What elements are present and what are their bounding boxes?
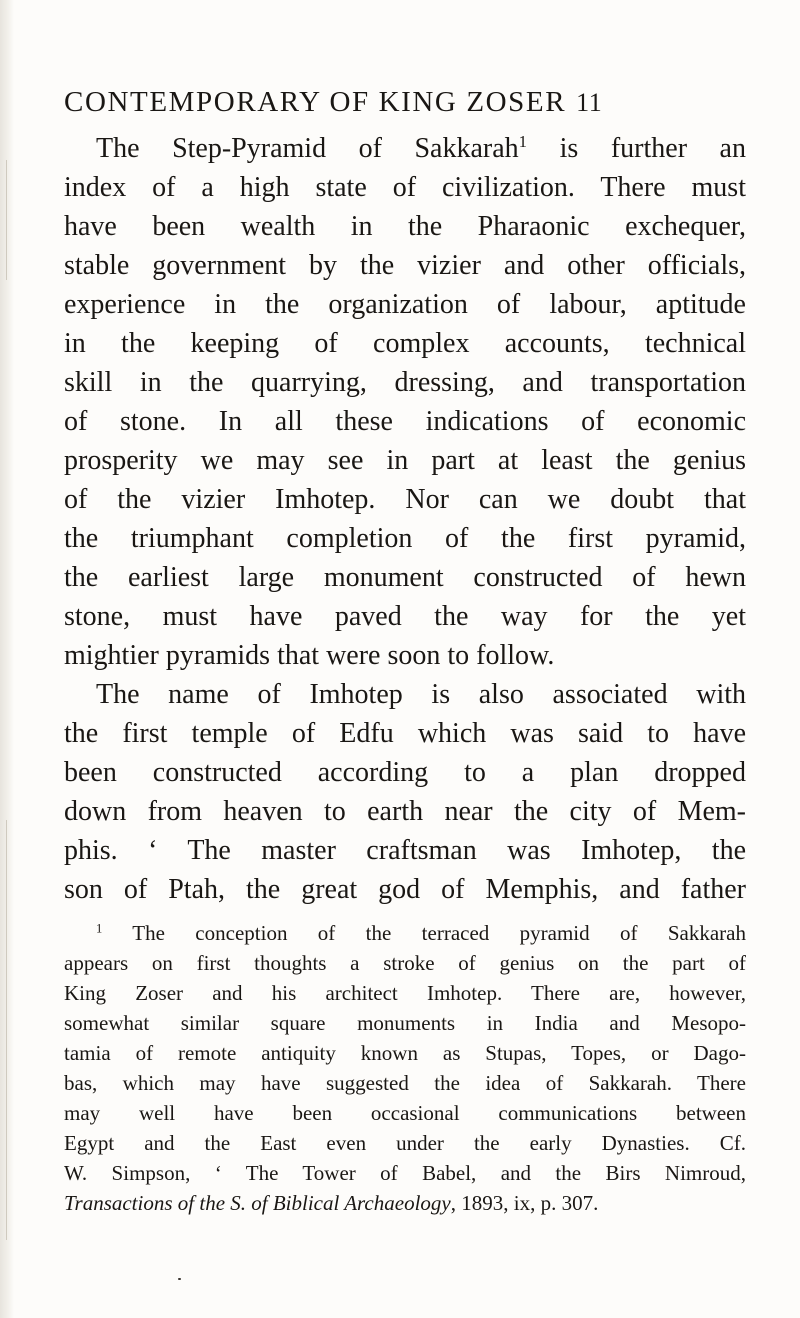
body-line: skill in the quarrying, dressing, and transportation bbox=[64, 367, 746, 398]
footnote-line: King Zoser and his architect Imhotep. There are, however, bbox=[64, 981, 746, 1005]
body-line: The Step-Pyramid of Sakkarah$^1$ is further an bbox=[96, 131, 746, 164]
footnote-line: Egypt and the East even under the early Dynasties. Cf. bbox=[64, 1131, 746, 1155]
body-line: son of Ptah, the great god of Memphis, and father bbox=[64, 874, 746, 905]
page-gutter-shadow bbox=[0, 0, 14, 1318]
footnote-line: may well have been occasional communications between bbox=[64, 1101, 746, 1125]
footnote-line: $^1$ The conception of the terraced pyramid of Sakkarah bbox=[96, 921, 746, 945]
body-line: the first temple of Edfu which was said to have bbox=[64, 718, 746, 749]
print-speck bbox=[178, 1278, 181, 1280]
running-header bbox=[64, 86, 684, 119]
body-line: the triumphant completion of the first pyramid, bbox=[64, 523, 746, 554]
running-title: CONTEMPORARY OF KING ZOSER bbox=[64, 86, 567, 118]
footnote-line: somewhat similar square monuments in India and Mesopo- bbox=[64, 1011, 746, 1035]
body-line: experience in the organization of labour, aptitude bbox=[64, 289, 746, 320]
body-line: stone, must have paved the way for the yet bbox=[64, 601, 746, 632]
body-line: down from heaven to earth near the city of Mem- bbox=[64, 796, 746, 827]
body-line: of the vizier Imhotep. Nor can we doubt that bbox=[64, 484, 746, 515]
body-line: prosperity we may see in part at least the genius bbox=[64, 445, 746, 476]
body-line: index of a high state of civilization. There must bbox=[64, 172, 746, 203]
body-line-paragraph-end: mightier pyramids that were soon to follow. bbox=[64, 640, 555, 671]
body-line-paragraph-start: The name of Imhotep is also associated with bbox=[96, 679, 746, 710]
page-number: 11 bbox=[576, 88, 603, 117]
gutter-line bbox=[6, 820, 7, 1240]
footnote-marker: 1 bbox=[96, 921, 103, 936]
body-line: phis. ‘ The master craftsman was Imhotep, the bbox=[64, 835, 746, 866]
footnote-line: appears on first thoughts a stroke of genius on the part of bbox=[64, 951, 746, 975]
body-line: have been wealth in the Pharaonic exchequer, bbox=[64, 211, 746, 242]
gutter-line bbox=[6, 160, 7, 280]
footnote-line: tamia of remote antiquity known as Stupas, Topes, or Dago- bbox=[64, 1041, 746, 1065]
body-line: stable government by the vizier and other officials, bbox=[64, 250, 746, 281]
footnote-line: W. Simpson, ‘ The Tower of Babel, and the Birs Nimroud, bbox=[64, 1161, 746, 1185]
footnote-line-citation: Transactions of the S. of Biblical Archaeology, 1893, ix, p. 307. bbox=[64, 1191, 599, 1215]
body-line: been constructed according to a plan dropped bbox=[64, 757, 746, 788]
journal-title: Transactions of the S. of Biblical Archaeology bbox=[64, 1191, 451, 1215]
body-line: the earliest large monument constructed of hewn bbox=[64, 562, 746, 593]
footnote-reference[interactable]: 1 bbox=[518, 131, 528, 151]
body-line: in the keeping of complex accounts, technical bbox=[64, 328, 746, 359]
footnote-line: bas, which may have suggested the idea of Sakkarah. There bbox=[64, 1071, 746, 1095]
body-line: of stone. In all these indications of economic bbox=[64, 406, 746, 437]
